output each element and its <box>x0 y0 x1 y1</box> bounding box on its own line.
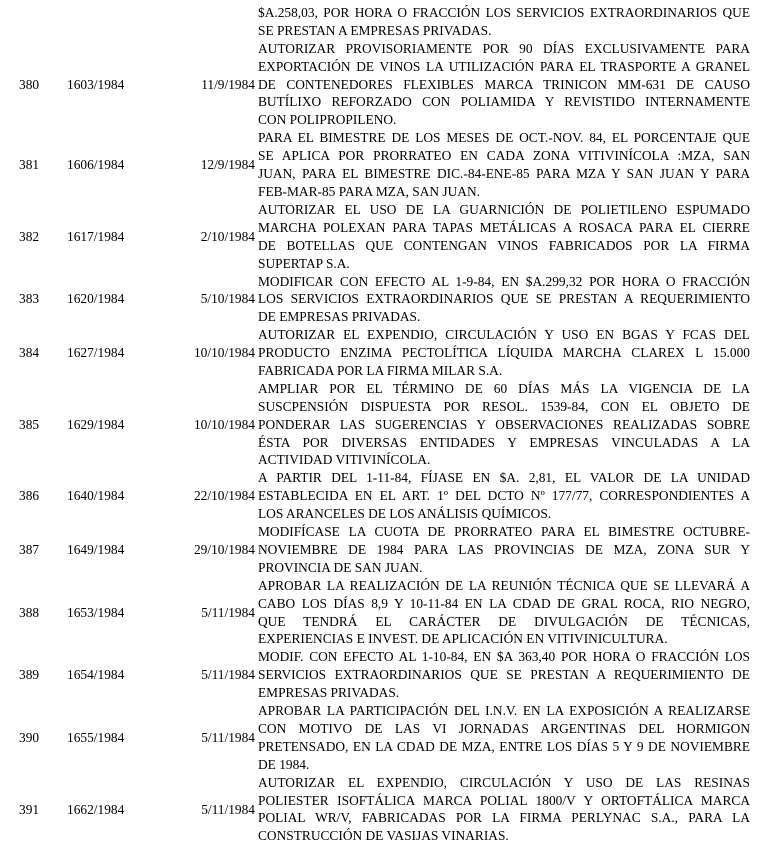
description-line: POLIAL WR/V, FABRICADAS POR LA FIRMA PERLYNAC S.A., PARA LA <box>258 810 750 826</box>
resolution-number: 1627/1984 <box>67 345 125 361</box>
table-row <box>0 4 758 40</box>
description-line: QUE TENDRÁ EL CARÁCTER DE DIVULGACIÓN DE TÉCNICAS, <box>258 613 750 629</box>
description-line: SERVICIOS EXTRAORDINARIOS QUE SE PRESTAN A REQUERIMIENTO DE <box>258 667 750 683</box>
description-line: ESTABLECIDA EN EL ART. 1º DEL DCTO Nº 177/77, CORRESPONDIENTES A <box>258 488 750 504</box>
description-line: AUTORIZAR PROVISORIAMENTE POR 90 DÍAS EXCLUSIVAMENTE PARA <box>258 40 750 56</box>
resolution-number: 1654/1984 <box>67 667 125 683</box>
row-number: 385 <box>19 416 40 432</box>
table-row <box>0 577 758 649</box>
description-line: CON POLIPROPILENO. <box>258 112 397 128</box>
resolution-number: 1653/1984 <box>67 604 125 620</box>
description-line: CON MOTIVO DE LAS VI JORNADAS ARGENTINAS DEL HORMIGON <box>258 720 750 736</box>
description-line: PRETENSADO, EN LA CDAD DE MZA, ENTRE LOS DÍAS 5 Y 9 DE NOVIEMBRE <box>258 738 750 754</box>
resolution-date: 12/9/1984 <box>200 157 255 173</box>
resolution-number: 1617/1984 <box>67 228 125 244</box>
description-line: APROBAR LA PARTICIPACIÓN DEL I.N.V. EN LA EXPOSICIÓN A REALIZARSE <box>258 703 750 719</box>
description-line: CONSTRUCCIÓN DE VASIJAS VINARIAS. <box>258 828 509 844</box>
resolution-description <box>258 469 750 523</box>
resolution-number: 1603/1984 <box>67 76 125 92</box>
table-row <box>0 523 758 577</box>
description-line: LOS ARANCELES DE LOS ANÁLISIS QUÍMICOS. <box>258 506 552 522</box>
row-number: 386 <box>19 488 40 504</box>
resolution-description <box>258 201 750 273</box>
resolution-date: 5/10/1984 <box>200 291 255 307</box>
row-number: 387 <box>19 541 40 557</box>
table-row <box>0 326 758 380</box>
description-line: $A.258,03, POR HORA O FRACCIÓN LOS SERVICIOS EXTRAORDINARIOS QUE <box>258 5 750 20</box>
description-line: NOVIEMBRE DE 1984 PARA LAS PROVINCIAS DE MZA, ZONA SUR Y <box>258 541 750 557</box>
table-row <box>0 380 758 470</box>
resolution-date: 5/11/1984 <box>201 801 255 817</box>
resolution-date: 5/11/1984 <box>201 604 255 620</box>
table-row <box>0 201 758 273</box>
resolution-date: 22/10/1984 <box>193 488 255 504</box>
resolution-number: 1629/1984 <box>67 416 125 432</box>
row-number: 390 <box>19 729 40 745</box>
resolution-description <box>258 774 750 845</box>
description-line: A PARTIR DEL 1-11-84, FÍJASE EN $A. 2,81, EL VALOR DE LA UNIDAD <box>258 470 750 486</box>
resolution-number: 1662/1984 <box>67 801 125 817</box>
description-line: SE PRESTAN A EMPRESAS PRIVADAS. <box>258 22 492 38</box>
description-line: SUPERTAP S.A. <box>258 255 350 271</box>
description-line: DE 1984. <box>258 756 310 772</box>
description-line: FABRICADA POR LA FIRMA MILAR S.A. <box>258 362 503 378</box>
row-number: 381 <box>19 157 40 173</box>
resolution-description <box>258 523 750 577</box>
description-line: CABO LOS DÍAS 8,9 Y 10-11-84 EN LA CDAD DE GRAL ROCA, RIO NEGRO, <box>258 595 750 611</box>
description-line: LOS SERVICIOS EXTRAORDINARIOS QUE SE PRESTAN A REQUERIMIENTO <box>258 291 750 307</box>
description-line: SUSCPENSIÓN DISPUESTA POR RESOL. 1539-84, CON EL OBJETO DE <box>258 398 750 414</box>
resolution-date: 29/10/1984 <box>193 541 255 557</box>
resolution-number: 1655/1984 <box>67 729 125 745</box>
description-line: FEB-MAR-85 PARA MZA, SAN JUAN. <box>258 183 480 199</box>
table-row <box>0 129 758 201</box>
row-number: 383 <box>19 291 40 307</box>
resolution-date: 11/9/1984 <box>201 76 255 92</box>
description-line: PRODUCTO ENZIMA PECTOLÍTICA LÍQUIDA MARCHA CLAREX L 15.000 <box>258 345 750 361</box>
resolution-description <box>258 380 750 469</box>
description-line: DE CONTENEDORES FLEXIBLES MARCA TRINICON MM-631 DE CAUSO <box>258 76 750 92</box>
description-line: MODIFÍCASE LA CUOTA DE PRORRATEO PARA EL BIMESTRE OCTUBRE- <box>258 524 750 540</box>
description-line: AMPLIAR POR EL TÉRMINO DE 60 DÍAS MÁS LA VIGENCIA DE LA <box>258 380 750 396</box>
resolution-description <box>258 648 750 702</box>
description-line: DE EMPRESAS PRIVADAS. <box>258 309 421 325</box>
row-number: 382 <box>19 228 40 244</box>
description-line: PONDERAR LAS SUGERENCIAS Y OBSERVACIONES REALIZADAS SOBRE <box>258 416 750 432</box>
resolution-description <box>258 326 750 380</box>
description-line: EMPRESAS PRIVADAS. <box>258 685 400 701</box>
row-number: 388 <box>19 604 40 620</box>
table-row <box>0 469 758 523</box>
table-row <box>0 648 758 702</box>
resolution-number: 1640/1984 <box>67 488 125 504</box>
resolution-date: 10/10/1984 <box>193 416 255 432</box>
description-line: ÉSTA POR DIVERSAS ENTIDADES Y EMPRESAS VINCULADAS A LA <box>258 434 750 450</box>
description-line: ACTIVIDAD VITIVINÍCOLA. <box>258 452 431 468</box>
description-line: DE BOTELLAS QUE CONTENGAN VINOS FABRICADOS POR LA FIRMA <box>258 237 750 253</box>
resolution-date: 2/10/1984 <box>200 228 255 244</box>
table-row <box>0 774 758 845</box>
description-line: AUTORIZAR EL EXPENDIO, CIRCULACIÓN Y USO DE LAS RESINAS <box>258 774 750 790</box>
resolution-number: 1606/1984 <box>67 157 125 173</box>
description-line: PARA EL BIMESTRE DE LOS MESES DE OCT.-NOV. 84, EL PORCENTAJE QUE <box>258 130 750 146</box>
resolution-number: 1620/1984 <box>67 291 125 307</box>
description-line: EXPERIENCIAS E INVEST. DE APLICACIÓN EN VITIVINICULTURA. <box>258 631 668 647</box>
description-line: PROVINCIA DE SAN JUAN. <box>258 559 423 575</box>
description-line: JUAN, PARA EL BIMESTRE DIC.-84-ENE-85 PARA MZA Y SAN JUAN Y PARA <box>258 166 750 182</box>
description-line: SE APLICA POR PRORRATEO EN CADA ZONA VITIVINÍCOLA :MZA, SAN <box>258 148 750 164</box>
description-line: MODIFICAR CON EFECTO AL 1-9-84, EN $A.299,32 POR HORA O FRACCIÓN <box>258 273 750 289</box>
resolution-description <box>258 40 750 129</box>
resolution-date: 10/10/1984 <box>193 345 255 361</box>
resolution-description <box>258 4 750 40</box>
resolution-date: 5/11/1984 <box>201 667 255 683</box>
description-line: MARCHA POLEXAN PARA TAPAS METÁLICAS A ROSACA PARA EL CIERRE <box>258 219 750 235</box>
description-line: MODIF. CON EFECTO AL 1-10-84, EN $A 363,40 POR HORA O FRACCIÓN LOS <box>258 649 750 665</box>
description-line: POLIESTER ISOFTÁLICA MARCA POLIAL 1800/V Y ORTOFTÁLICA MARCA <box>258 792 750 808</box>
description-line: AUTORIZAR EL EXPENDIO, CIRCULACIÓN Y USO EN BGAS Y FCAS DEL <box>258 327 750 343</box>
table-row <box>0 702 758 774</box>
row-number: 389 <box>19 667 40 683</box>
resolution-description <box>258 273 750 327</box>
resolution-date: 5/11/1984 <box>201 729 255 745</box>
description-line: APROBAR LA REALIZACIÓN DE LA REUNIÓN TÉCNICA QUE SE LLEVARÁ A <box>258 577 750 593</box>
description-line: AUTORIZAR EL USO DE LA GUARNICIÓN DE POLIETILENO ESPUMADO <box>258 201 750 217</box>
table-row <box>0 40 758 130</box>
row-number: 380 <box>19 76 40 92</box>
resolution-description <box>258 577 750 649</box>
description-line: BUTÍLIXO REFORZADO CON POLIAMIDA Y REVISTIDO INTERNAMENTE <box>258 94 750 110</box>
row-number: 391 <box>19 801 40 817</box>
resolution-date <box>189 13 255 31</box>
resolution-number: 1649/1984 <box>67 541 125 557</box>
resolution-description <box>258 702 750 774</box>
resolution-description <box>258 129 750 201</box>
row-number: 384 <box>19 345 40 361</box>
table-row <box>0 273 758 327</box>
description-line: EXPORTACIÓN DE VINOS LA UTILIZACIÓN PARA EL TRASPORTE A GRANEL <box>258 58 750 74</box>
